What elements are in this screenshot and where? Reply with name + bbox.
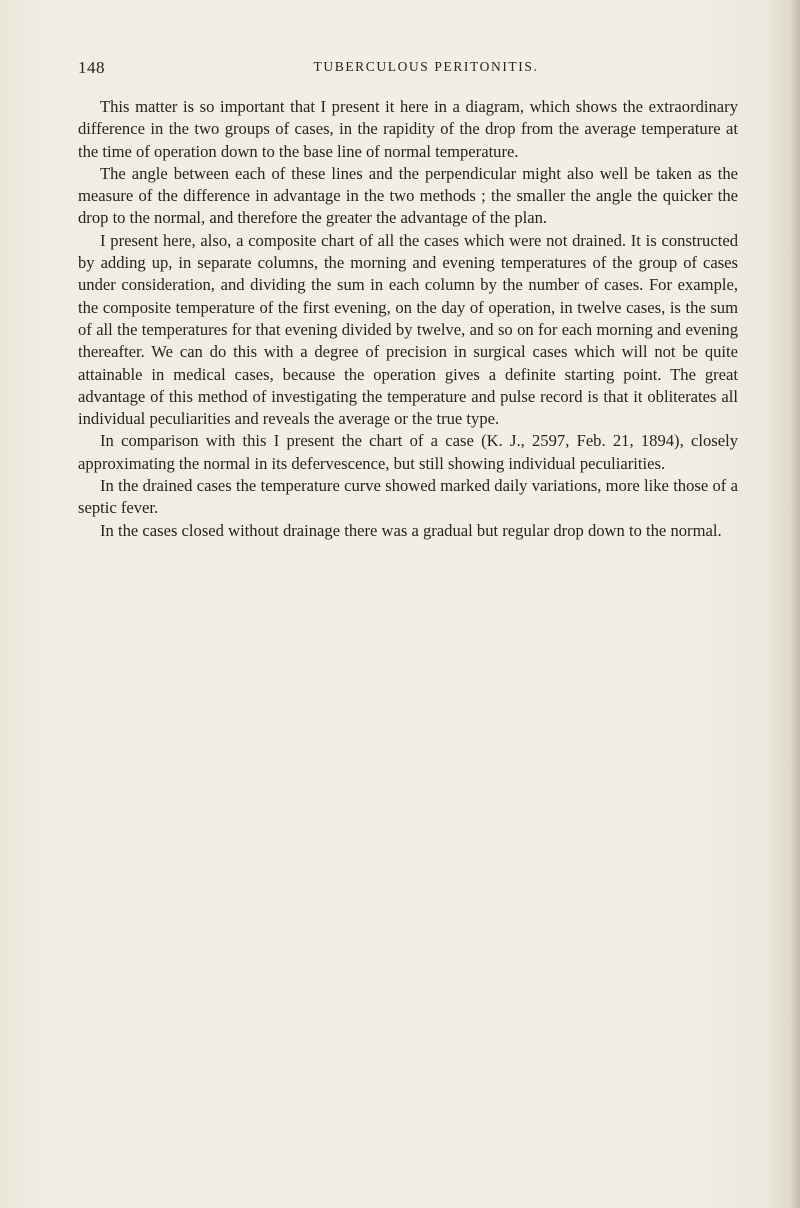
paragraph-diagram: This matter is so important that I present it here in a diagram, which shows the extraordinary difference in the two groups of cases, in the rapidity of the drop from the average temperature at the time of operation down to the base line of normal temperature. xyxy=(78,97,738,161)
paragraph-composite-chart: I present here, also, a composite chart of all the cases which were not drained. It is constructed by adding up, in separate columns, the morning and evening temperatures of the group of cases under consideration, and dividing the sum in each column by the number of cases. For example, the composite temperature of the first evening, on the day of operation, in twelve cases, is the sum of all the temperatures for that evening divided by twelve, and so on for each morning and evening thereafter. We can do this with a degree of precision in surgical cases which will not be quite attainable in medical cases, because the operation gives a definite starting point. The great advantage of this method of investigating the temperature and pulse record is that it obliterates all individual peculiarities and reveals the average or the true type. xyxy=(78,230,738,429)
running-title: TUBERCULOUS PERITONITIS. xyxy=(313,59,539,74)
paragraph-angle: The angle between each of these lines and the perpendicular might also well be taken as the measure of the difference in advantage in the two methods ; the smaller the angle the quicker the drop to the normal, and therefore the greater the advantage of the plan. xyxy=(78,163,738,228)
paragraph-comparison: In comparison with this I present the chart of a case (K. J., 2597, Feb. 21, 1894), closely approximating the normal in its defervescence, but still showing individual peculiarities. xyxy=(78,431,738,473)
page-number: 148 xyxy=(78,58,105,77)
page-edge-shadow xyxy=(790,0,800,1208)
running-head xyxy=(78,58,738,82)
body-text xyxy=(78,96,738,542)
paragraph-closed-cases: In the cases closed without drainage there was a gradual but regular drop down to the normal. xyxy=(100,520,722,540)
paragraph-drained-cases: In the drained cases the temperature curve showed marked daily variations, more like those of a septic fever. xyxy=(78,476,738,518)
